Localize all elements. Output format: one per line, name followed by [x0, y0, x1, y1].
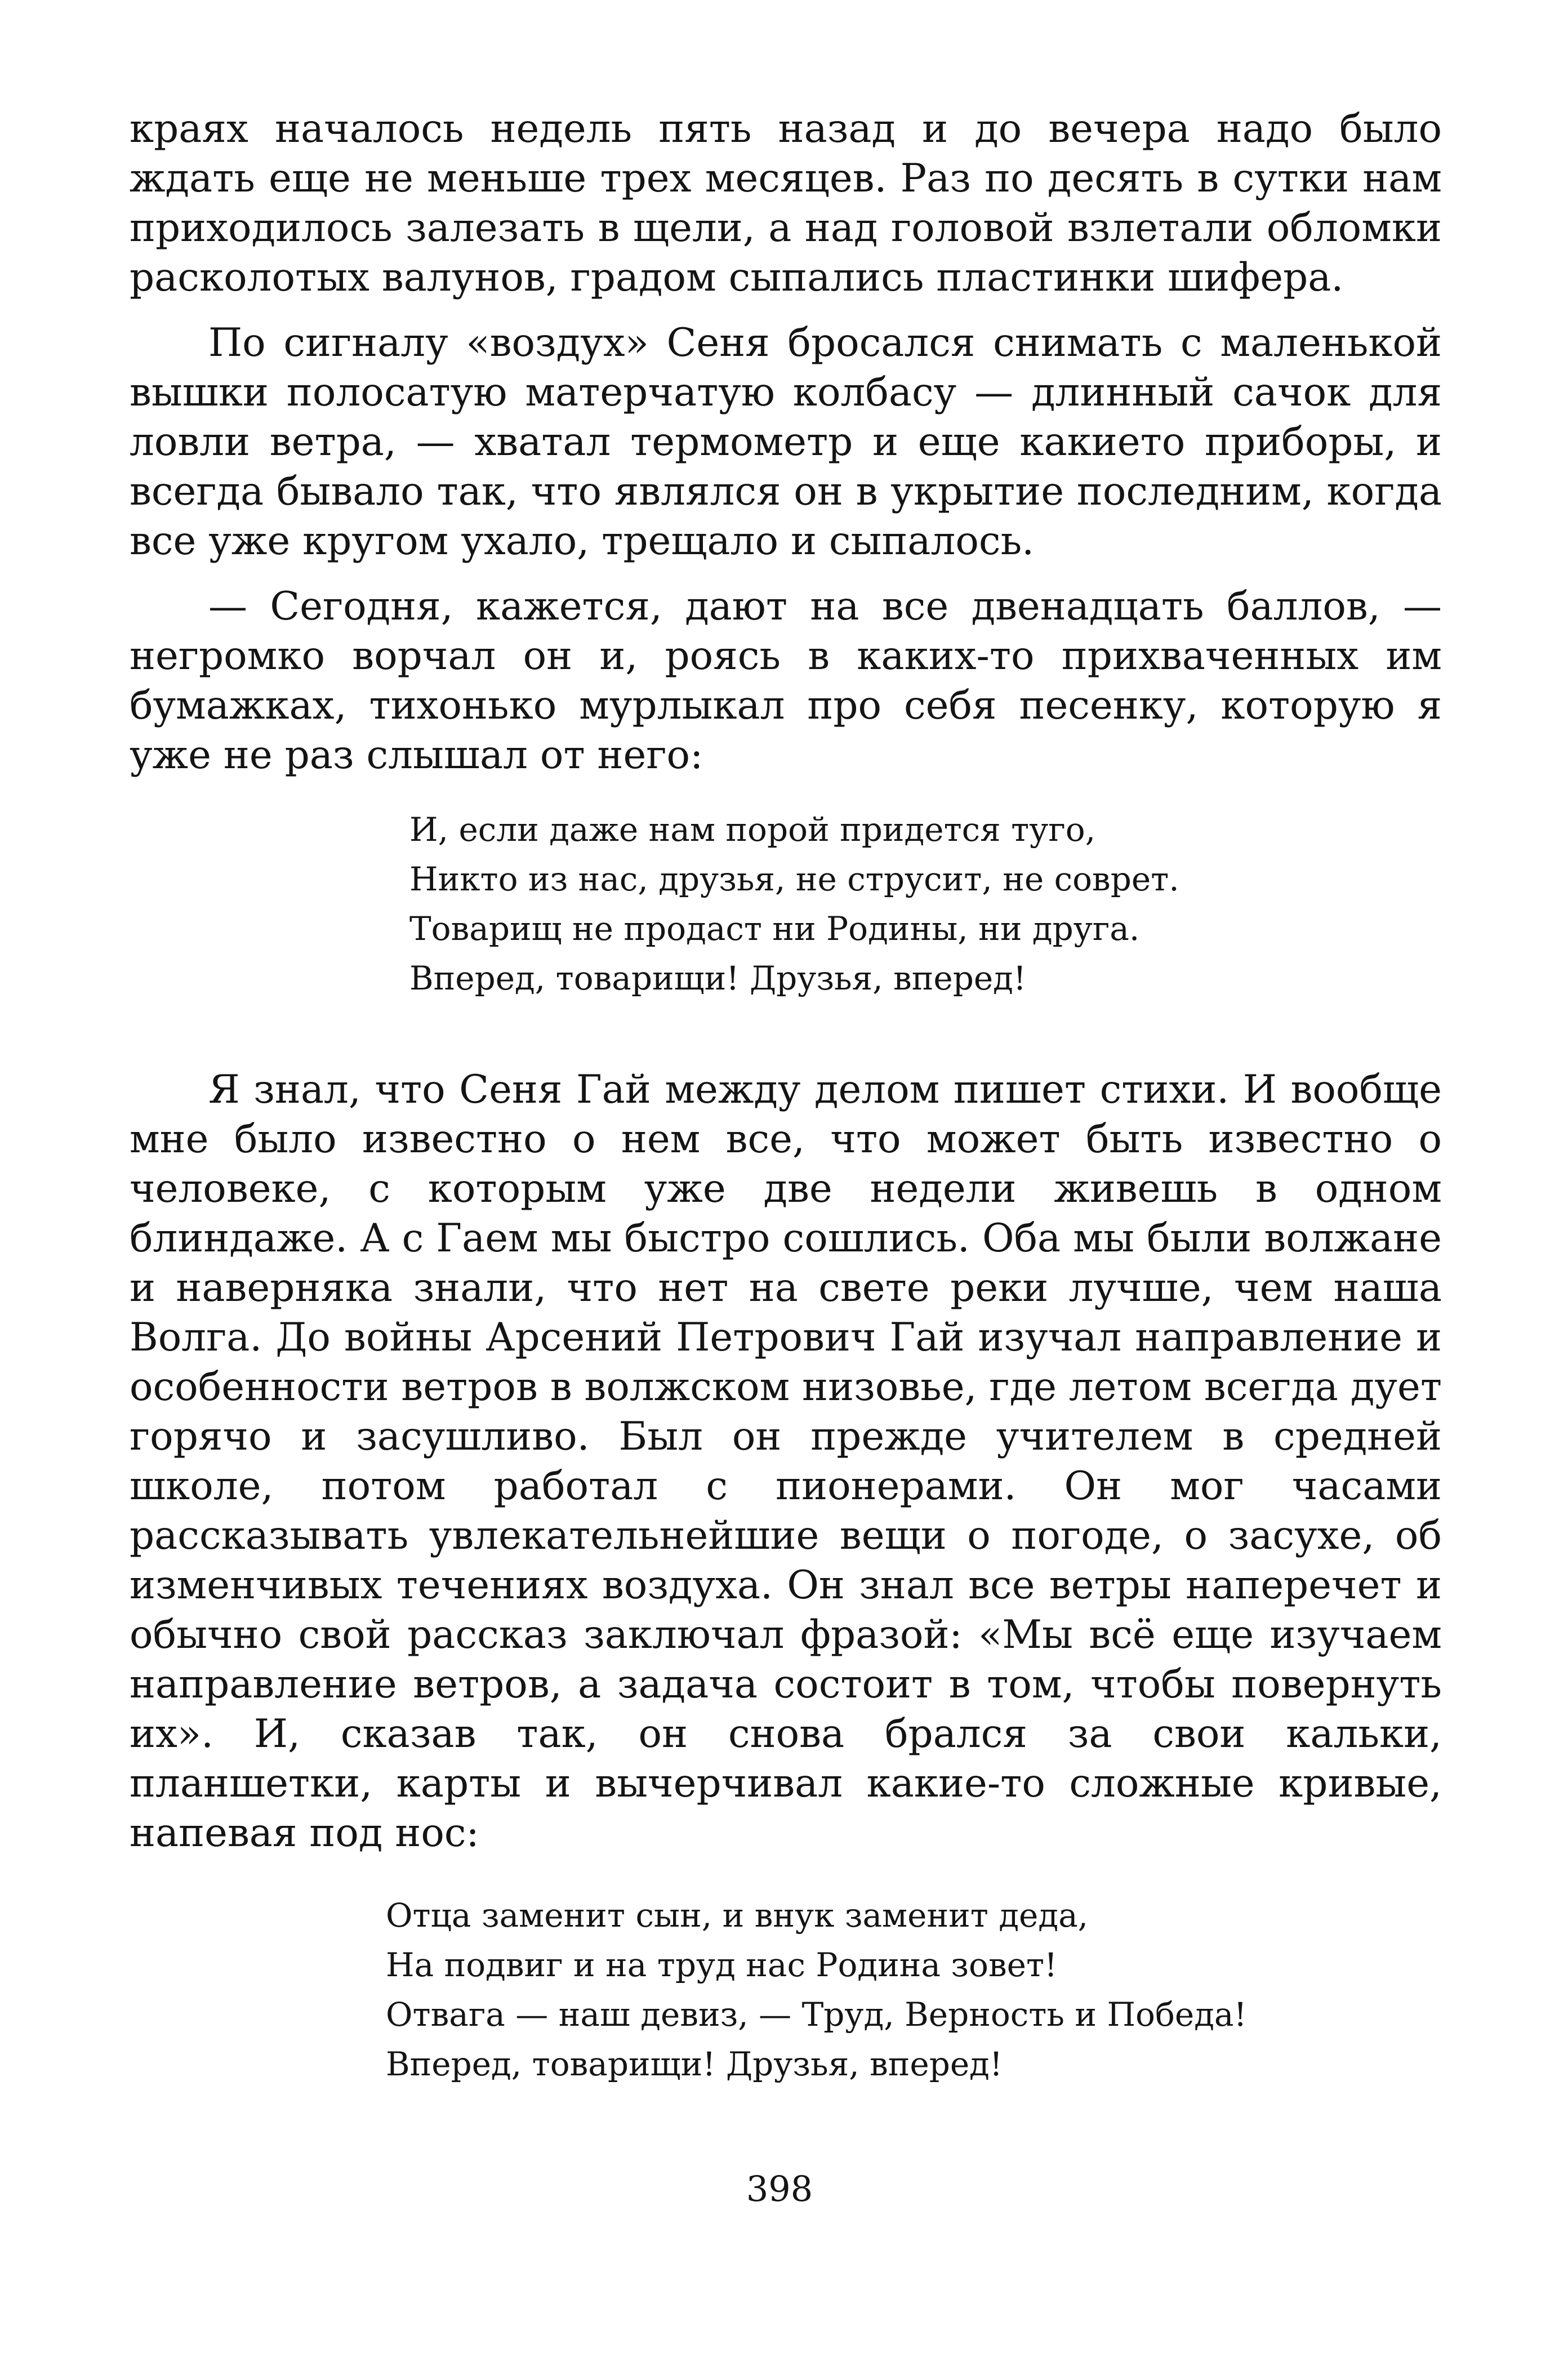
paragraph-dialogue: — Сегодня, кажется, дают на все двенадцать баллов, — негромко ворчал он и, роясь в каких-то прихваченных им бумажках, тихонько мурлыкал про себя песенку, которую я уже не раз слышал от него:	[130, 584, 1442, 778]
verse-line: Отца заменит сын, и внук заменит деда,	[386, 1896, 1089, 1935]
book-page	[130, 104, 1442, 2089]
verse-line: Вперед, товарищи! Друзья, вперед!	[409, 959, 1027, 997]
verse-line: Вперед, товарищи! Друзья, вперед!	[386, 2045, 1003, 2083]
verse-line: И, если даже нам порой придется туго,	[409, 810, 1096, 849]
song-verse-2	[386, 1891, 1442, 2089]
song-verse-1	[409, 805, 1442, 1003]
paragraph-continued: краях началось недель пять назад и до вечера надо было ждать еще не меньше трех месяцев. Раз по десять в сутки нам приходилось залезать в щели, а над головой взлетали обломки расколотых валунов, градом сыпались пластинки шифера.	[130, 106, 1442, 300]
verse-line: Товарищ не продаст ни Родины, ни друга.	[409, 910, 1140, 948]
prose-block-1	[130, 104, 1442, 780]
verse-line: На подвиг и на труд нас Родина зовет!	[386, 1946, 1058, 1984]
verse-line: Отвага — наш девиз, — Труд, Верность и Победа!	[386, 1995, 1247, 2034]
paragraph-about-gai: Я знал, что Сеня Гай между делом пишет стихи. И вообще мне было известно о нем все, что может быть известно о человеке, с которым уже две недели живешь в одном блиндаже. А с Гаем мы быстро сошлись. Оба мы были волжане и наверняка знали, что нет на свете реки лучше, чем наша Волга. До войны Арсений Петрович Гай изучал направление и особенности ветров в волжском низовье, где летом всегда дует горячо и засушливо. Был он прежде учителем в средней школе, потом работал с пионерами. Он мог часами рассказывать увлекательнейшие вещи о погоде, о засухе, об изменчивых течениях воздуха. Он знал все ветры наперечет и обычно свой рассказ заключал фразой: «Мы всё еще изучаем направление ветров, а задача состоит в том, чтобы повернуть их». И, сказав так, он снова брался за свои кальки, планшетки, карты и вычерчивал какие-то сложные кривые, напевая под нос:	[130, 1067, 1442, 1856]
verse-line: Никто из нас, друзья, не струсит, не соврет.	[409, 860, 1179, 898]
prose-block-2	[130, 1065, 1442, 1858]
paragraph-air-raid: По сигналу «воздух» Сеня бросался снимать с маленькой вышки полосатую матерчатую колбасу — длинный сачок для ловли ветра, — хватал термометр и еще какието приборы, и всегда бывало так, что являлся он в укрытие последним, когда все уже кругом ухало, трещало и сыпалось.	[130, 320, 1442, 564]
page-number: 398	[746, 2168, 813, 2209]
